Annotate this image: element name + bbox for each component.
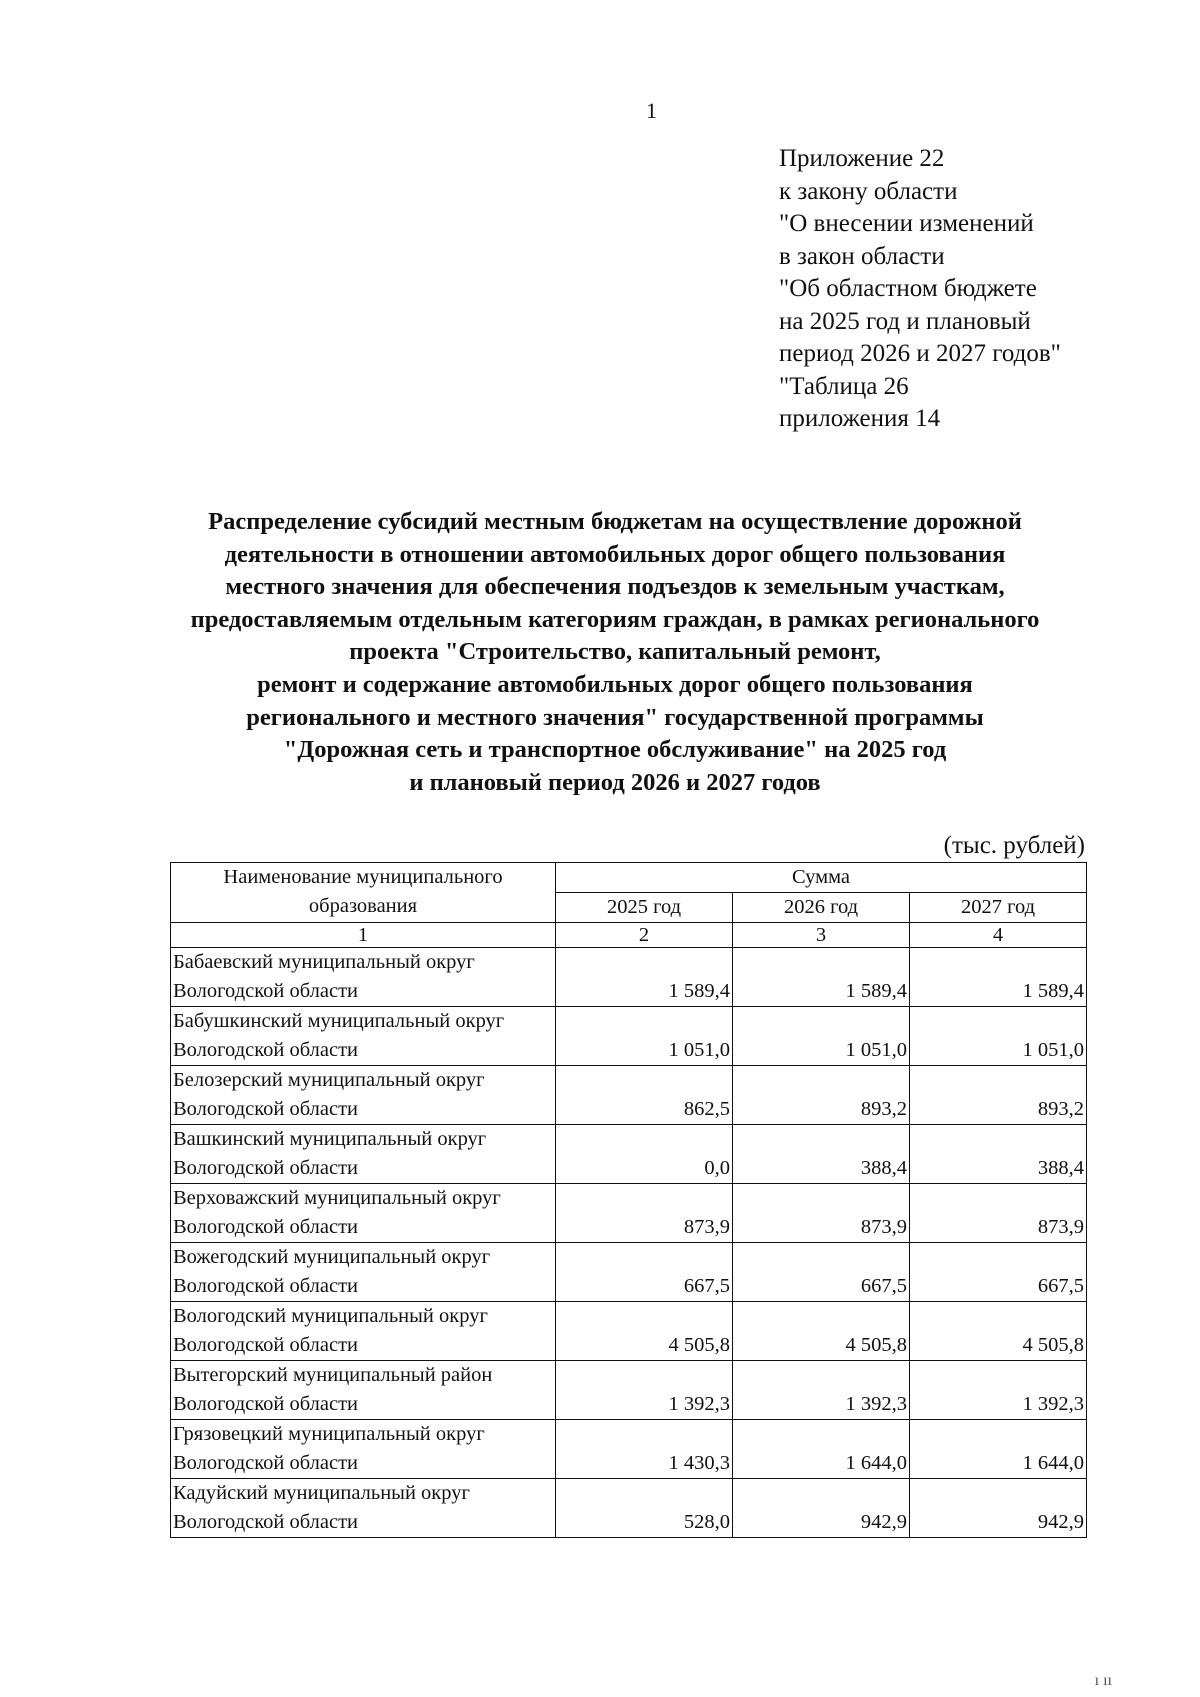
municipality-name (171, 948, 556, 1007)
column-number: 3 (733, 923, 910, 948)
municipality-name (171, 1184, 556, 1243)
amount-2025: 667,5 (556, 1243, 733, 1302)
table-row (171, 948, 1087, 1007)
municipality-name (171, 1479, 556, 1538)
appendix-line: "Таблица 26 (779, 372, 909, 400)
municipality-name (171, 1125, 556, 1184)
table-row (171, 1243, 1087, 1302)
scan-mark: ı ıı (1094, 1672, 1112, 1689)
amount-2025: 873,9 (556, 1184, 733, 1243)
municipality-region-line: Вологодской области (173, 1275, 359, 1297)
title-line: местного значения для обеспечения подъездов к земельным участкам, (225, 573, 1005, 601)
appendix-line: "О внесении изменений (779, 210, 1034, 237)
title-line: и плановый период 2026 и 2027 годов (409, 768, 821, 796)
header-municipality-line: образования (308, 895, 418, 917)
municipality-region-line: Вологодской области (173, 1511, 359, 1533)
municipality-name-line: Грязовецкий муниципальный округ (173, 1423, 485, 1445)
title-line: деятельности в отношении автомобильных дорог общего пользования (224, 540, 1006, 568)
municipality-name (171, 1007, 556, 1066)
amount-2026: 1 051,0 (733, 1007, 910, 1066)
municipality-region-line: Вологодской области (173, 1216, 359, 1238)
amount-2027: 388,4 (910, 1125, 1087, 1184)
amount-2025: 1 392,3 (556, 1361, 733, 1420)
amount-2027: 4 505,8 (910, 1302, 1087, 1361)
table-row (171, 1007, 1087, 1066)
amount-2026: 1 392,3 (733, 1361, 910, 1420)
amount-2026: 1 589,4 (733, 948, 910, 1007)
municipality-name-line: Белозерский муниципальный округ (173, 1069, 485, 1091)
amount-2027: 942,9 (910, 1479, 1087, 1538)
municipality-name (171, 1361, 556, 1420)
municipality-name-line: Кадуйский муниципальный округ (173, 1482, 470, 1504)
municipality-region-line: Вологодской области (173, 1039, 359, 1061)
municipality-region-line: Вологодской области (173, 1157, 359, 1179)
amount-2026: 942,9 (733, 1479, 910, 1538)
amount-2027: 1 051,0 (910, 1007, 1087, 1066)
header-municipality-line: Наименование муниципального (223, 866, 503, 888)
subsidy-table (170, 862, 1087, 1538)
table-row (171, 1302, 1087, 1361)
amount-2026: 667,5 (733, 1243, 910, 1302)
page-number: 1 (646, 98, 657, 123)
table-row (171, 1361, 1087, 1420)
appendix-line: на 2025 год и плановый (779, 307, 1031, 335)
municipality-name-line: Бабаевский муниципальный округ (173, 951, 475, 973)
amount-2026: 388,4 (733, 1125, 910, 1184)
appendix-line: период 2026 и 2027 годов" (779, 340, 1061, 367)
amount-2027: 667,5 (910, 1243, 1087, 1302)
amount-2027: 1 644,0 (910, 1420, 1087, 1479)
amount-2025: 1 589,4 (556, 948, 733, 1007)
amount-2027: 893,2 (910, 1066, 1087, 1125)
title-line: ремонт и содержание автомобильных дорог общего пользования (257, 670, 973, 698)
amount-2026: 893,2 (733, 1066, 910, 1125)
municipality-region-line: Вологодской области (173, 980, 359, 1002)
municipality-region-line: Вологодской области (173, 1393, 359, 1415)
municipality-name-line: Вологодский муниципальный округ (173, 1305, 488, 1327)
appendix-line: "Об областном бюджете (779, 275, 1037, 302)
municipality-region-line: Вологодской области (173, 1452, 359, 1474)
title-line: Распределение субсидий местным бюджетам на осуществление дорожной (208, 508, 1022, 535)
appendix-reference (779, 143, 1061, 436)
table-body (171, 948, 1087, 1538)
title-line: предоставляемым отдельным категориям граждан, в рамках регионального (190, 605, 1040, 633)
amount-2026: 4 505,8 (733, 1302, 910, 1361)
municipality-name-line: Вашкинский муниципальный округ (173, 1128, 487, 1150)
amount-2025: 528,0 (556, 1479, 733, 1538)
header-municipality (171, 863, 556, 923)
municipality-name (171, 1066, 556, 1125)
amount-2027: 873,9 (910, 1184, 1087, 1243)
appendix-line: к закону области (779, 177, 958, 205)
municipality-name-line: Бабушкинский муниципальный округ (173, 1010, 505, 1032)
amount-2027: 1 589,4 (910, 948, 1087, 1007)
municipality-region-line: Вологодской области (173, 1098, 359, 1120)
municipality-region-line: Вологодской области (173, 1334, 359, 1356)
municipality-name (171, 1243, 556, 1302)
appendix-line: Приложение 22 (779, 145, 945, 172)
column-number: 2 (556, 923, 733, 948)
amount-2027: 1 392,3 (910, 1361, 1087, 1420)
appendix-line: приложения 14 (779, 405, 941, 432)
header-year-2025: 2025 год (556, 893, 733, 923)
amount-2026: 873,9 (733, 1184, 910, 1243)
table-row (171, 1420, 1087, 1479)
column-number: 4 (910, 923, 1087, 948)
municipality-name (171, 1302, 556, 1361)
title-line: регионального и местного значения" государственной программы (246, 703, 984, 731)
table-row (171, 1066, 1087, 1125)
municipality-name-line: Вожегодский муниципальный округ (173, 1246, 491, 1268)
table-row (171, 1479, 1087, 1538)
amount-2025: 0,0 (556, 1125, 733, 1184)
table-row (171, 1184, 1087, 1243)
municipality-name-line: Верховажский муниципальный округ (173, 1187, 501, 1209)
municipality-name-line: Вытегорский муниципальный район (173, 1364, 493, 1386)
header-year-2026: 2026 год (733, 893, 910, 923)
amount-2025: 1 051,0 (556, 1007, 733, 1066)
units-label: (тыс. рублей) (943, 832, 1085, 859)
amount-2026: 1 644,0 (733, 1420, 910, 1479)
appendix-line: в закон области (779, 242, 945, 270)
amount-2025: 4 505,8 (556, 1302, 733, 1361)
document-title (150, 506, 1080, 799)
title-line: "Дорожная сеть и транспортное обслуживание" на 2025 год (283, 736, 947, 764)
amount-2025: 1 430,3 (556, 1420, 733, 1479)
header-year-2027: 2027 год (910, 893, 1087, 923)
header-sum: Сумма (556, 863, 1087, 893)
table-row (171, 1125, 1087, 1184)
title-line: проекта "Строительство, капитальный ремонт, (349, 638, 881, 666)
column-number: 1 (171, 923, 556, 948)
municipality-name (171, 1420, 556, 1479)
amount-2025: 862,5 (556, 1066, 733, 1125)
